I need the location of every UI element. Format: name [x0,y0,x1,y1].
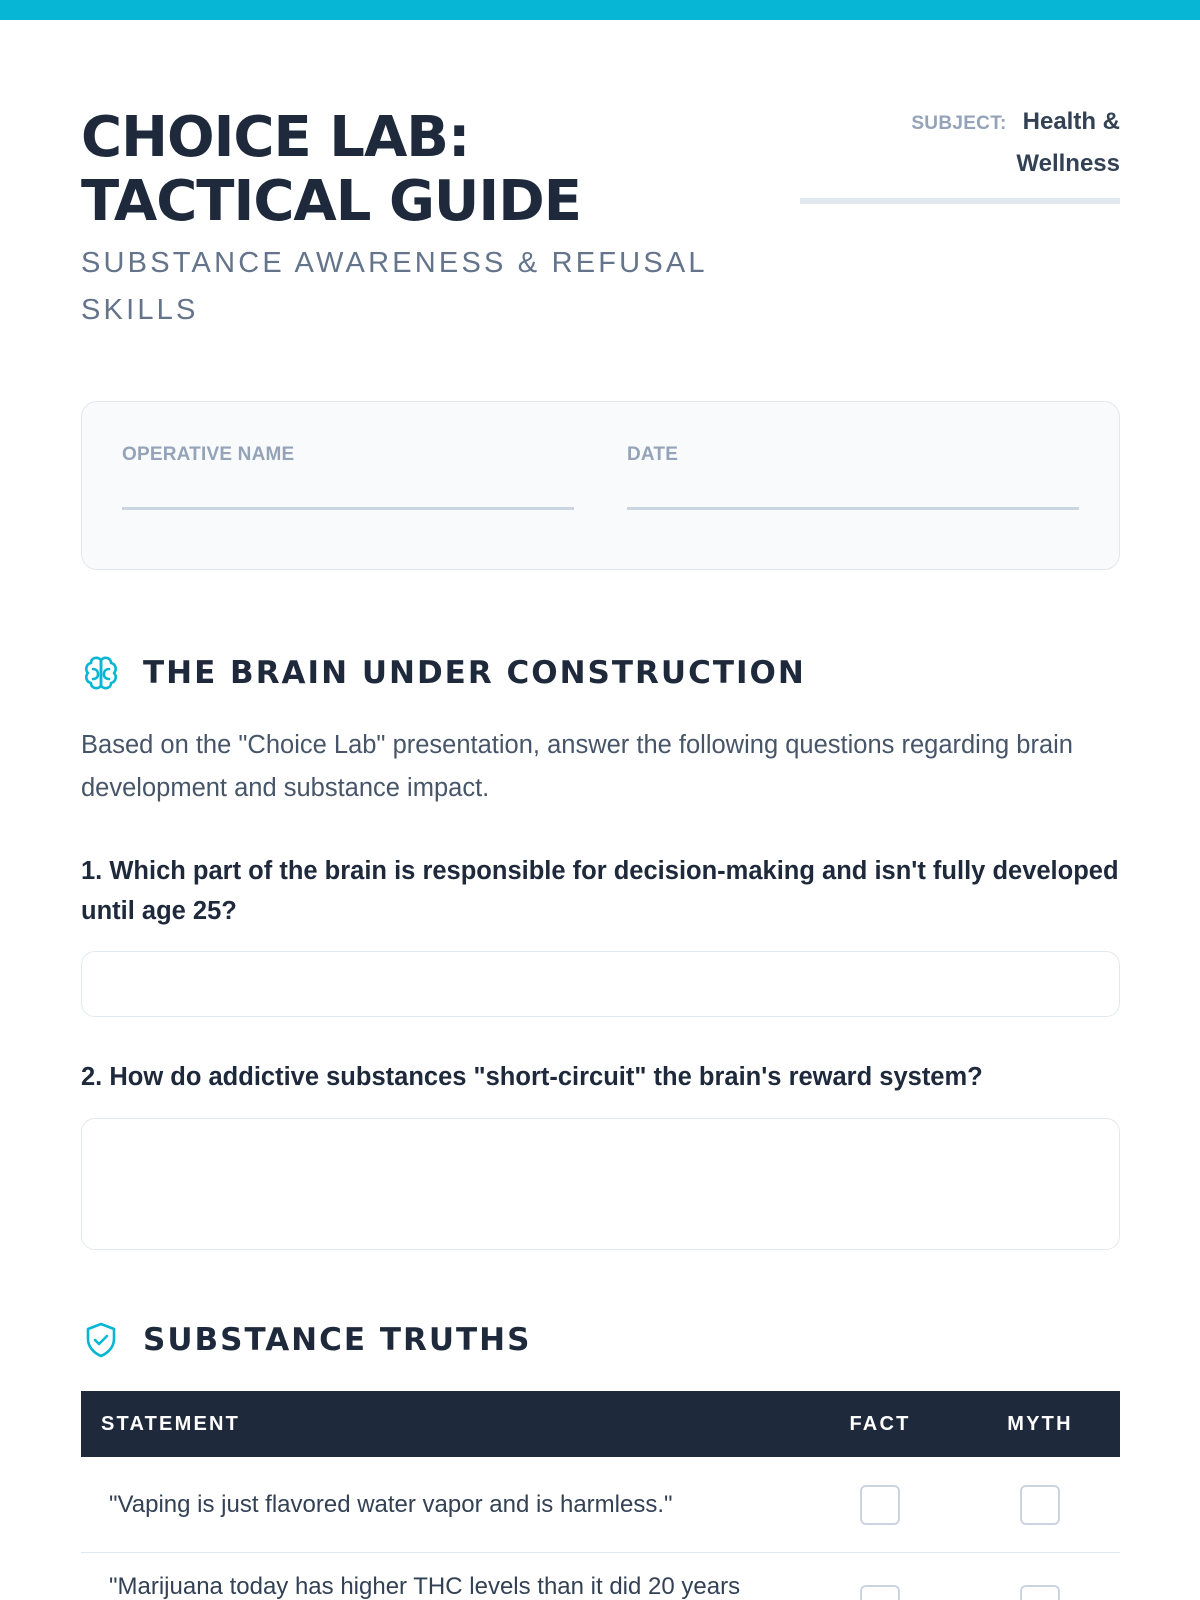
answer-1-field[interactable] [81,951,1120,1017]
brain-section-title: THE BRAIN UNDER CONSTRUCTION [143,655,806,691]
column-header-statement: STATEMENT [101,1412,241,1435]
student-info-box [81,401,1120,570]
date-label: DATE [627,444,679,465]
subject-label: SUBJECT: [911,113,1007,134]
truths-section-header [81,1320,531,1360]
question-2: 2. How do addictive substances "short-circuit" the brain's reward system? [81,1063,983,1091]
date-field[interactable] [627,444,1079,510]
brain-icon [81,653,121,693]
worksheet-page [81,0,1120,1600]
subject-value-continued: Wellness [1016,150,1120,177]
page-subtitle: SUBSTANCE AWARENESS & REFUSAL SKILLS [81,247,707,326]
operative-name-label: OPERATIVE NAME [122,444,295,465]
shield-check-icon [81,1320,121,1360]
brain-section-header [81,653,806,693]
subject-value: Health & [1022,108,1120,135]
statement-cell: "Marijuana today has higher THC levels than it did 20 years [109,1573,741,1600]
myth-checkbox[interactable] [1020,1585,1060,1600]
operative-name-field[interactable] [122,444,574,510]
answer-2-field[interactable] [81,1118,1120,1250]
table-row [81,1457,1120,1553]
myth-checkbox[interactable] [1020,1485,1060,1525]
truths-section-title: SUBSTANCE TRUTHS [143,1322,532,1358]
subject-block [800,102,1120,204]
question-1: 1. Which part of the brain is responsible for decision-making and isn't fully developed until age 25? [81,857,1119,925]
statement-cell: "Vaping is just flavored water vapor and is harmless." [109,1490,673,1518]
column-header-myth: MYTH [1007,1412,1073,1435]
table-header [81,1391,1120,1457]
table-row [81,1553,1120,1600]
operative-name-line[interactable] [122,507,574,510]
page-title: CHOICE LAB: TACTICAL GUIDE [81,105,581,234]
fact-checkbox[interactable] [860,1485,900,1525]
subject-underline [800,198,1120,204]
column-header-fact: FACT [849,1412,911,1435]
fact-checkbox[interactable] [860,1585,900,1600]
date-line[interactable] [627,507,1079,510]
truths-table [81,1391,1120,1600]
brain-section-intro: Based on the "Choice Lab" presentation, answer the following questions regarding brain development and substance impact. [81,731,1073,802]
